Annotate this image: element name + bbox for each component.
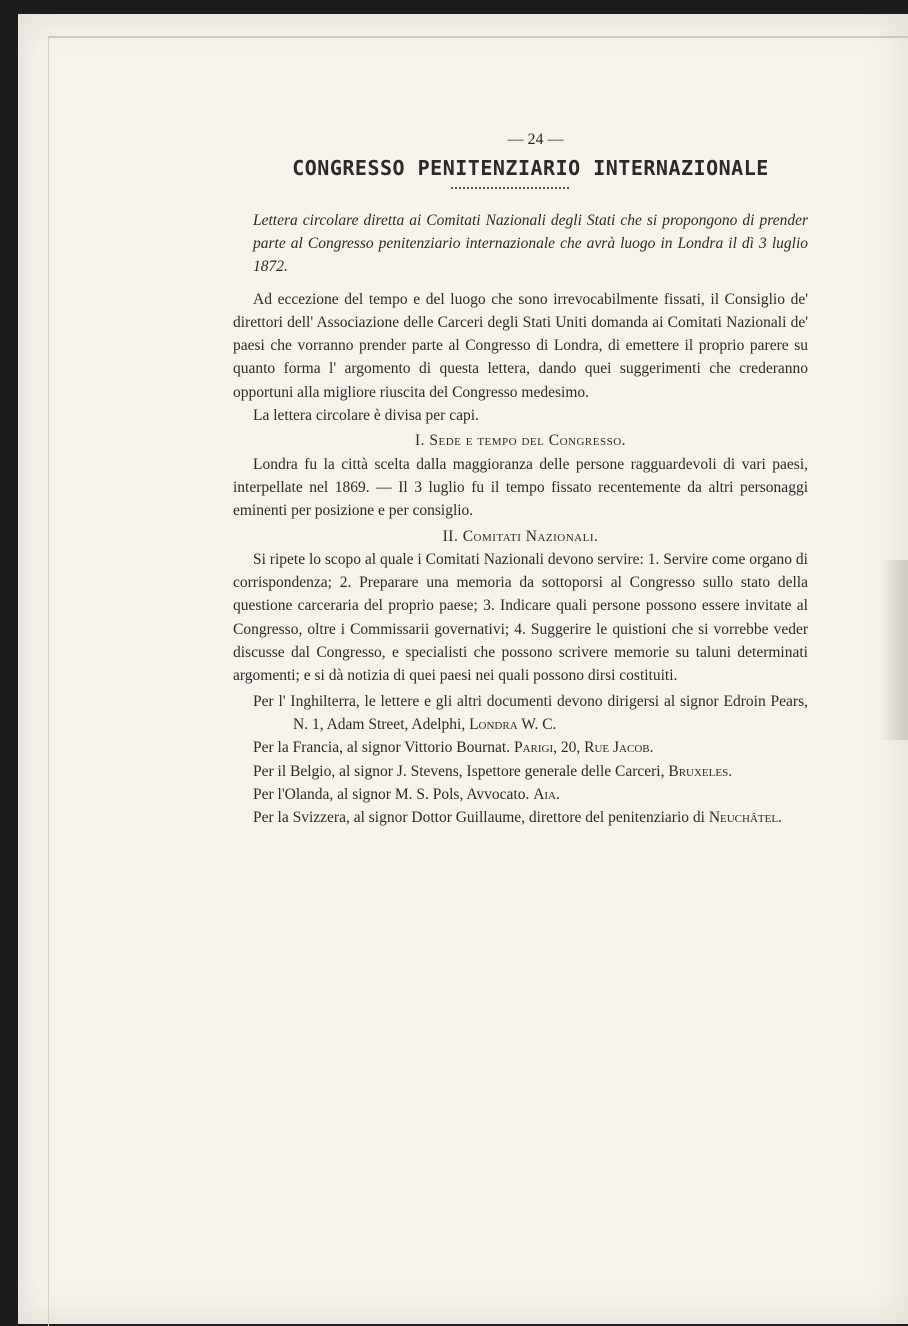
section-text-1: Londra fu la città scelta dalla maggioranza delle persone ragguardevoli di vari paesi, interpellate nel 1869. — Il 3 luglio fu il tempo fissato recentemente da altri personaggi eminenti per posizione e per consiglio. [233,455,808,520]
contact-text: Per la Francia, al signor Vittorio Bournat. [253,739,511,757]
contact-city: Bruxeles. [668,762,733,780]
contact-city: Neuchâtel. [708,809,782,827]
contact-entry-france [233,736,808,759]
document-body [233,128,808,829]
contact-city: Londra W. C. [469,715,557,733]
page-number: — 24 — [507,131,564,148]
contact-city: Parigi, 20, Rue Jacob. [513,739,654,757]
intro-paragraph-1: Ad eccezione del tempo e del luogo che sono irrevocabilmente fissati, il Consiglio de' direttori dell' Associazione delle Carceri degli Stati Uniti domanda ai Comitati Nazionali de' paesi che vorranno prender parte al Congresso di Londra, di emettere il proprio parere su quanto forma l' argomento di questa lettera, dando quei suggerimenti che crederanno opportuni alla migliore riuscita del Congresso medesimo. [233,290,808,401]
section-text-2: Si ripete lo scopo al quale i Comitati Nazionali devono servire: 1. Servire come organo di corrispondenza; 2. Preparare una memoria da sottoporsi al Congresso sullo stato della questione carceraria del proprio paese; 3. Indicare quali persone possono essere invitate al Congresso, oltre i Commissarii governativi; 4. Suggerire le quistioni che si vorrebbe veder discusse dal Congresso, e specialisti che possono scrivere memorie su taluni determinati argomenti; e si dà notizia di quei paesi nei quali possono dirsi costituiti. [233,550,808,685]
contact-entry-england [233,690,808,737]
contact-text: Per la Svizzera, al signor Dottor Guillaume, direttore del penitenziario di [253,809,705,827]
contact-entry-belgium [233,760,808,783]
page-stain [878,560,908,740]
title-divider [451,187,569,189]
contact-entry-switzerland [233,806,808,829]
contact-text: Per l' Inghilterra, le lettere e gli altri documenti devono dirigersi al signor Edroin Pears, N. 1, Adam Street, Adelphi, [253,692,808,733]
document-title: CONGRESSO PENITENZIARIO INTERNAZIONALE [292,156,769,181]
document-subtitle: Lettera circolare diretta ai Comitati Nazionali degli Stati che si propongono di prender parte al Congresso penitenziario internazionale che avrà luogo in Londra il dì 3 luglio 1872. [253,211,808,275]
contact-text: Per l'Olanda, al signor M. S. Pols, Avvocato. [253,785,530,803]
intro-paragraph-2: La lettera circolare è divisa per capi. [253,407,479,425]
contact-city: Aia. [533,785,560,803]
section-heading-2: II. Comitati Nazionali. [442,527,599,545]
contact-entry-netherlands [233,783,808,806]
contact-text: Per il Belgio, al signor J. Stevens, Ispettore generale delle Carceri, [253,762,665,780]
section-heading-1: I. Sede e tempo del Congresso. [414,432,627,450]
